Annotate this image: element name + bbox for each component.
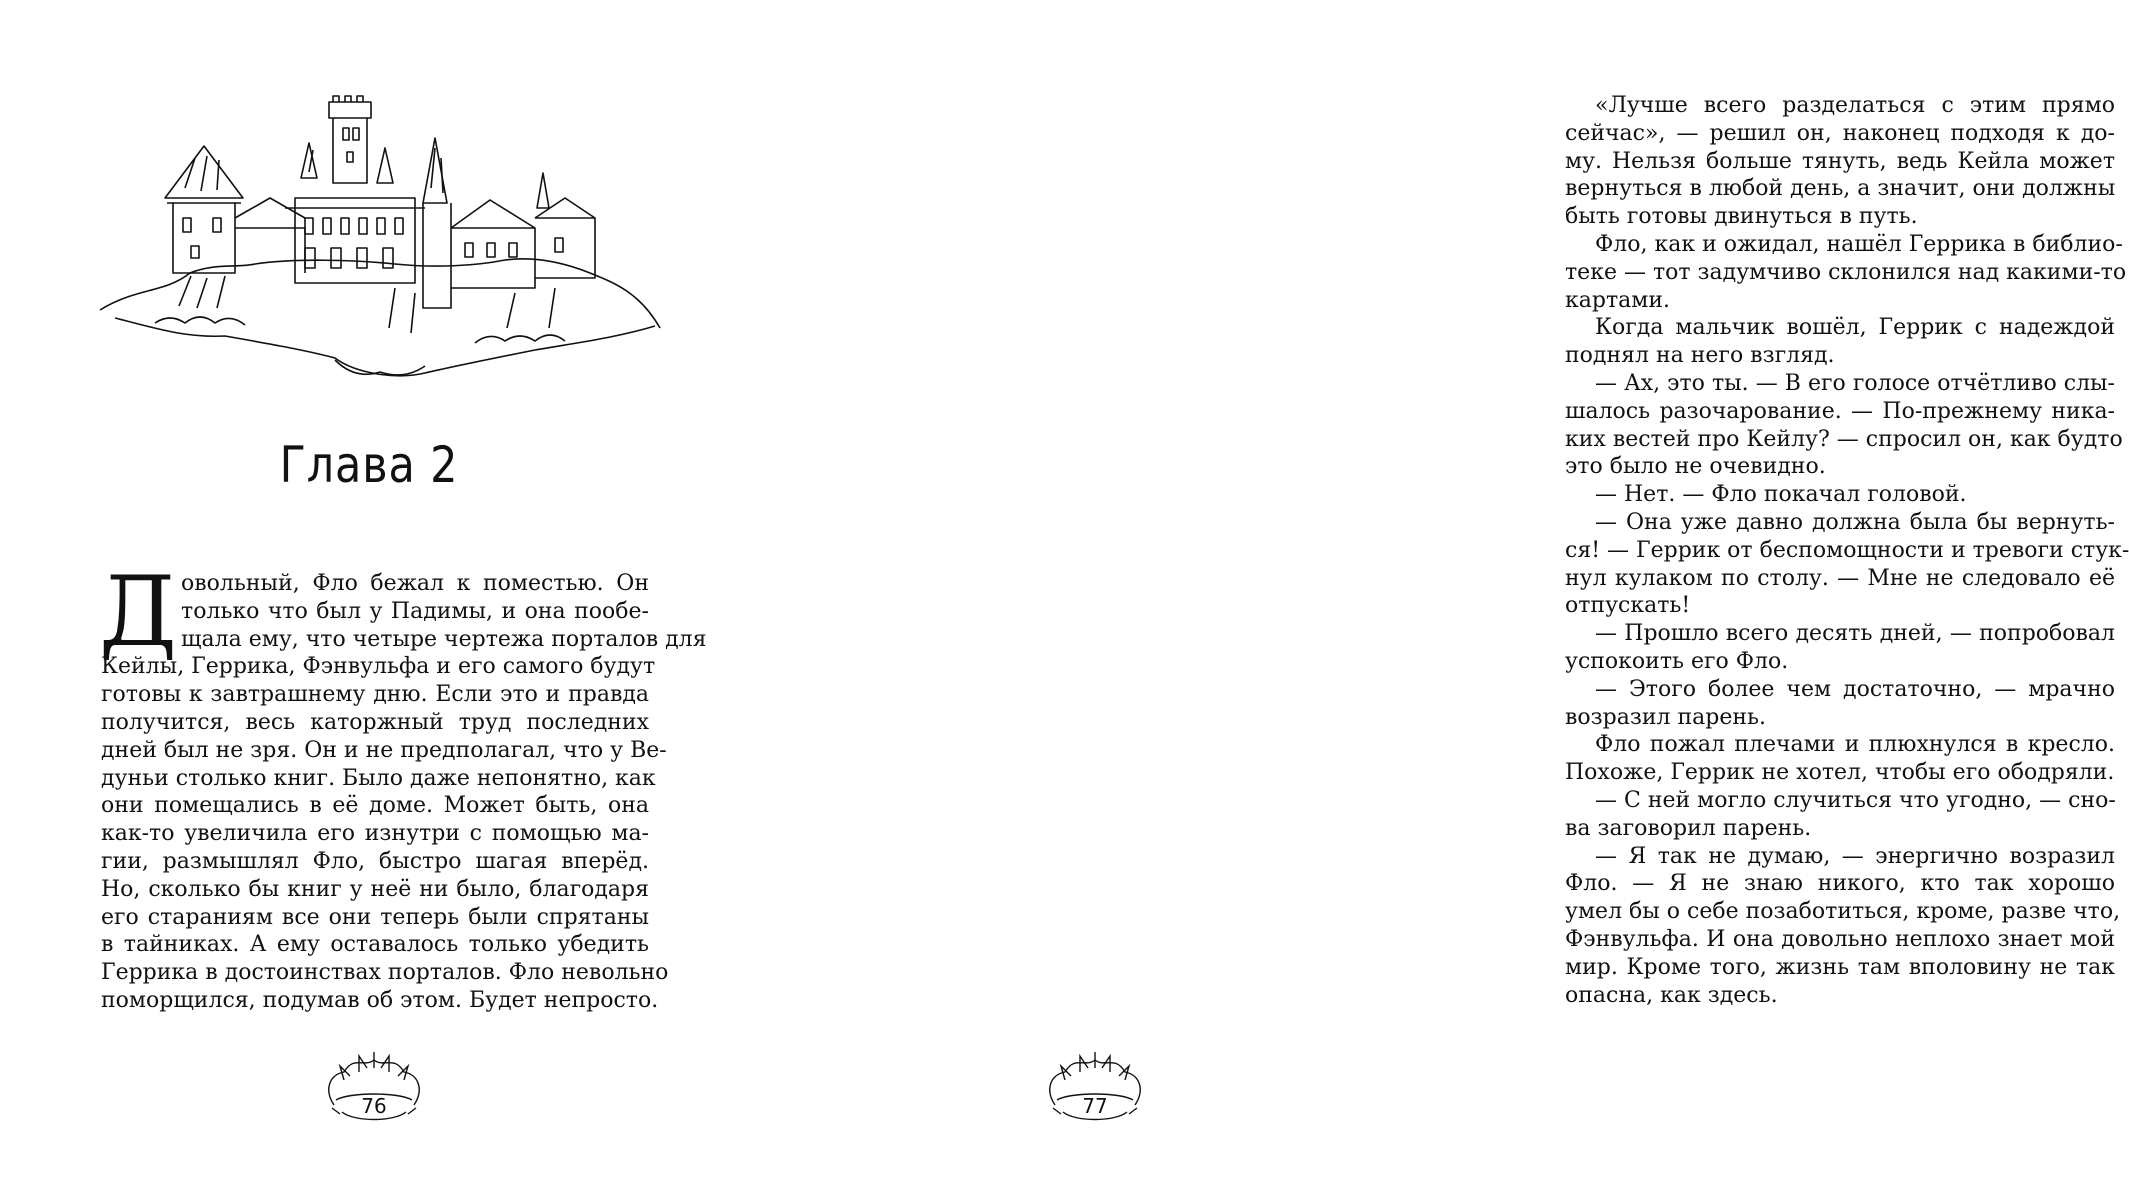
page-number-ornament-icon bbox=[314, 1050, 434, 1130]
drop-cap: Д bbox=[99, 556, 178, 668]
text-line: — С ней могло случиться что угодно, — сно- bbox=[1595, 787, 2116, 813]
text-line: готовы к завтрашнему дню. Если это и правда bbox=[101, 682, 649, 708]
text-line: только что был у Падимы, и она пообе- bbox=[181, 598, 649, 624]
text-line: картами. bbox=[1565, 287, 1671, 313]
text-line: шалось разочарование. — По-прежнему ника- bbox=[1565, 398, 2115, 424]
text-line: быть готовы двинуться в путь. bbox=[1565, 204, 1918, 230]
text-line: мир. Кроме того, жизнь там вполовину не так bbox=[1565, 954, 2115, 980]
text-line: Фло. — Я не знаю никого, кто так хорошо bbox=[1565, 871, 2115, 897]
right-page bbox=[738, 0, 2129, 1182]
text-line: Фэнвульфа. И она довольно неплохо знает мой bbox=[1565, 926, 2115, 952]
chapter-title: Глава 2 bbox=[279, 436, 459, 494]
text-line: ких вестей про Кейлу? — спросил он, как будто bbox=[1565, 426, 2123, 452]
page-number: 76 bbox=[361, 1094, 387, 1118]
text-line: Но, сколько бы книг у неё ни было, благодаря bbox=[101, 876, 649, 902]
text-line: — Ах, это ты. — В его голосе отчётливо слы- bbox=[1595, 370, 2115, 396]
castle-illustration bbox=[95, 88, 665, 388]
text-line: му. Нельзя больше тянуть, ведь Кейла может bbox=[1565, 148, 2115, 174]
text-line: Похоже, Геррик не хотел, чтобы его ободряли. bbox=[1565, 760, 2115, 786]
text-line: «Лучше всего разделаться с этим прямо bbox=[1595, 93, 2115, 118]
text-line: получится, весь каторжный труд последних bbox=[101, 709, 649, 735]
text-line: Фло, как и ожидал, нашёл Геррика в библио- bbox=[1595, 231, 2123, 257]
text-line: — Нет. — Фло покачал головой. bbox=[1595, 482, 1967, 508]
text-line: успокоить его Фло. bbox=[1565, 648, 1789, 674]
text-line: это было не очевидно. bbox=[1565, 454, 1826, 480]
text-line: возразил парень. bbox=[1565, 704, 1766, 730]
text-line: отпускать! bbox=[1565, 593, 1691, 619]
page-number-right bbox=[1035, 1050, 1155, 1130]
text-line: ся! — Геррик от беспомощности и тревоги стук- bbox=[1565, 537, 2129, 563]
text-line: — Этого более чем достаточно, — мрачно bbox=[1595, 676, 2115, 702]
text-line: овольный, Фло бежал к поместью. Он bbox=[181, 571, 649, 596]
text-line: теке — тот задумчиво склонился над какими-то bbox=[1565, 259, 2127, 285]
text-line: в тайниках. А ему оставалось только убедить bbox=[101, 932, 649, 958]
text-line: Кейлы, Геррика, Фэнвульфа и его самого будут bbox=[101, 654, 656, 680]
text-line: сейчас», — решил он, наконец подходя к до- bbox=[1565, 120, 2115, 146]
text-line: нул кулаком по столу. — Мне не следовало её bbox=[1565, 565, 2115, 591]
text-line: его стараниям все они теперь были спрятаны bbox=[101, 904, 649, 930]
text-line: — Прошло всего десять дней, — попробовал bbox=[1595, 621, 2115, 647]
right-body-text bbox=[1565, 92, 2129, 1009]
text-line: поморщился, подумав об этом. Будет непросто. bbox=[101, 987, 659, 1013]
text-line: они помещались в её доме. Может быть, она bbox=[101, 793, 649, 819]
page-number: 77 bbox=[1082, 1094, 1108, 1118]
text-line: Фло пожал плечами и плюхнулся в кресло. bbox=[1595, 732, 2115, 758]
text-line: — Она уже давно должна была бы вернуть- bbox=[1595, 509, 2115, 535]
text-line: — Я так не думаю, — энергично возразил bbox=[1595, 843, 2115, 869]
left-body-text bbox=[99, 556, 707, 1015]
text-line: ва заговорил парень. bbox=[1565, 815, 1812, 841]
text-line: дуньи столько книг. Было даже непонятно, как bbox=[101, 765, 656, 791]
left-page bbox=[0, 0, 738, 1182]
text-line: вернуться в любой день, а значит, они должны bbox=[1565, 176, 2116, 202]
text-line: гии, размышлял Фло, быстро шагая вперёд. bbox=[101, 848, 649, 874]
text-line: дней был не зря. Он и не предполагал, что у Ве- bbox=[101, 737, 667, 763]
text-line: как-то увеличила его изнутри с помощью ма- bbox=[101, 821, 649, 847]
page-number-ornament-icon bbox=[1035, 1050, 1155, 1130]
text-line: умел бы о себе позаботиться, кроме, разве что, bbox=[1565, 899, 2121, 925]
text-line: опасна, как здесь. bbox=[1565, 982, 1778, 1008]
page-number-left bbox=[314, 1050, 434, 1130]
text-line: Геррика в достоинствах порталов. Фло невольно bbox=[101, 960, 669, 986]
text-line: щала ему, что четыре чертежа порталов для bbox=[181, 626, 707, 652]
text-line: Когда мальчик вошёл, Геррик с надеждой bbox=[1595, 315, 2115, 341]
text-line: поднял на него взгляд. bbox=[1565, 343, 1835, 369]
